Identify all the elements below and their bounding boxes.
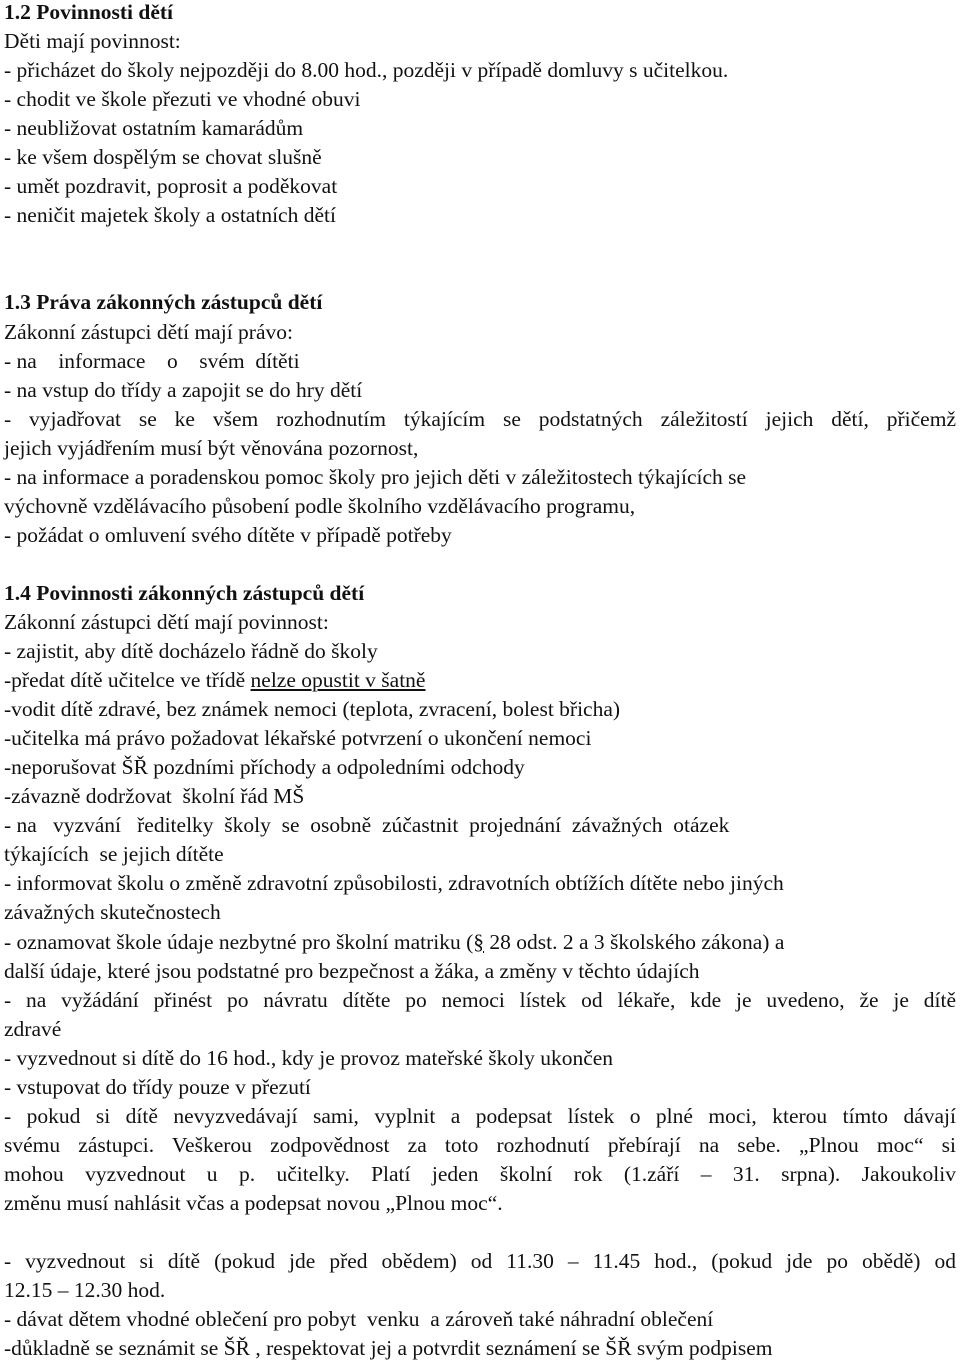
list-item: -závazně dodržovat školní řád MŠ	[4, 784, 305, 809]
list-item-continued: změnu musí nahlásit včas a podepsat novou „Plnou moc“.	[4, 1190, 503, 1215]
list-item: - na informace o svém dítěti	[4, 348, 300, 373]
paragraph-sign: §	[473, 929, 485, 954]
list-item: -učitelka má právo požadovat lékařské potvrzení o ukončení nemoci	[4, 726, 592, 751]
list-item-continued: 12.15 – 12.30 hod.	[4, 1278, 166, 1303]
section-intro: Děti mají povinnost:	[4, 29, 181, 54]
list-item: -důkladně se seznámit se ŠŘ , respektovat jej a potvrdit seznámení se ŠŘ svým podpisem	[4, 1336, 773, 1361]
list-item-continued: svému zástupci. Veškerou zodpovědnost za toto rozhodnutí přebírají na sebe. „Plnou moc“ si	[4, 1132, 956, 1157]
list-item: - neubližovat ostatním kamarádům	[4, 116, 304, 141]
list-item: - na vyzvání ředitelky školy se osobně zúčastnit projednání závažných otázek	[4, 813, 730, 838]
list-item: - přicházet do školy nejpozději do 8.00 hod., později v případě domluvy s učitelkou.	[4, 58, 729, 83]
document-page	[4, 0, 956, 1363]
section-1-2	[4, 0, 956, 230]
list-item	[4, 928, 956, 957]
list-item: - na vyžádání přinést po návratu dítěte po nemoci lístek od lékaře, kde je uvedeno, že je dítě	[4, 987, 956, 1012]
list-item: - informovat školu o změně zdravotní způsobilosti, zdravotních obtížích dítěte nebo jiných	[4, 871, 784, 896]
spacer	[4, 550, 956, 579]
section-1-3	[4, 288, 956, 549]
list-item-text: - oznamovat škole údaje nezbytné pro školní matriku (	[4, 929, 474, 954]
list-item-continued: mohou vyzvednout u p. učitelky. Platí jeden školní rok (1.září – 31. srpna). Jakoukoliv	[4, 1161, 956, 1186]
list-item: - na vstup do třídy a zapojit se do hry dětí	[4, 377, 363, 402]
section-intro: Zákonní zástupci dětí mají právo:	[4, 319, 293, 344]
list-item-continued: výchovně vzdělávacího působení podle školního vzdělávacího programu,	[4, 493, 636, 518]
list-item: - zajistit, aby dítě docházelo řádně do školy	[4, 639, 378, 664]
list-item: - vstupovat do třídy pouze v přezutí	[4, 1074, 311, 1099]
list-item: -vodit dítě zdravé, bez známek nemoci (teplota, zvracení, bolest břicha)	[4, 697, 621, 722]
list-item-continued: další údaje, které jsou podstatné pro bezpečnost a žáka, a změny v těchto údajích	[4, 958, 700, 983]
list-item-text: 28 odst. 2 a 3 školského zákona) a	[484, 929, 785, 954]
spacer	[4, 1218, 956, 1247]
list-item: - požádat o omluvení svého dítěte v případě potřeby	[4, 522, 452, 547]
list-item-continued: zdravé	[4, 1016, 62, 1041]
list-item-continued: týkajících se jejich dítěte	[4, 842, 224, 867]
section-intro: Zákonní zástupci dětí mají povinnost:	[4, 609, 329, 634]
spacer	[4, 230, 956, 259]
list-item: - vyzvednout si dítě do 16 hod., kdy je provoz mateřské školy ukončen	[4, 1045, 614, 1070]
spacer	[4, 259, 956, 288]
section-heading: 1.4 Povinnosti zákonných zástupců dětí	[4, 580, 365, 605]
section-heading: 1.3 Práva zákonných zástupců dětí	[4, 290, 323, 315]
list-item: - vyjadřovat se ke všem rozhodnutím týkajícím se podstatných záležitostí jejich dětí, přičemž	[4, 406, 956, 431]
list-item: - na informace a poradenskou pomoc školy pro jejich děti v záležitostech týkajících se	[4, 464, 747, 489]
list-item	[4, 666, 956, 695]
list-item-continued: závažných skutečnostech	[4, 900, 221, 925]
list-item: -neporušovat ŠŘ pozdními příchody a odpoledními odchody	[4, 755, 525, 780]
list-item: - umět pozdravit, poprosit a poděkovat	[4, 174, 338, 199]
list-item: - vyzvednout si dítě (pokud jde před obědem) od 11.30 – 11.45 hod., (pokud jde po obědě) od	[4, 1249, 956, 1274]
list-item: - pokud si dítě nevyzvedávají sami, vyplnit a podepsat lístek o plné moci, kterou tímto dávají	[4, 1103, 956, 1128]
section-1-4	[4, 579, 956, 1363]
list-item: - chodit ve škole přezuti ve vhodné obuvi	[4, 87, 361, 112]
list-item-text: -předat dítě učitelce ve třídě	[4, 668, 251, 693]
list-item: - neničit majetek školy a ostatních dětí	[4, 203, 336, 228]
list-item: - ke všem dospělým se chovat slušně	[4, 145, 322, 170]
underlined-text: nelze opustit v šatně	[250, 668, 426, 693]
section-heading: 1.2 Povinnosti dětí	[4, 0, 174, 24]
list-item: - dávat dětem vhodné oblečení pro pobyt venku a zároveň také náhradní oblečení	[4, 1307, 714, 1332]
list-item-continued: jejich vyjádřením musí být věnována pozornost,	[4, 435, 419, 460]
